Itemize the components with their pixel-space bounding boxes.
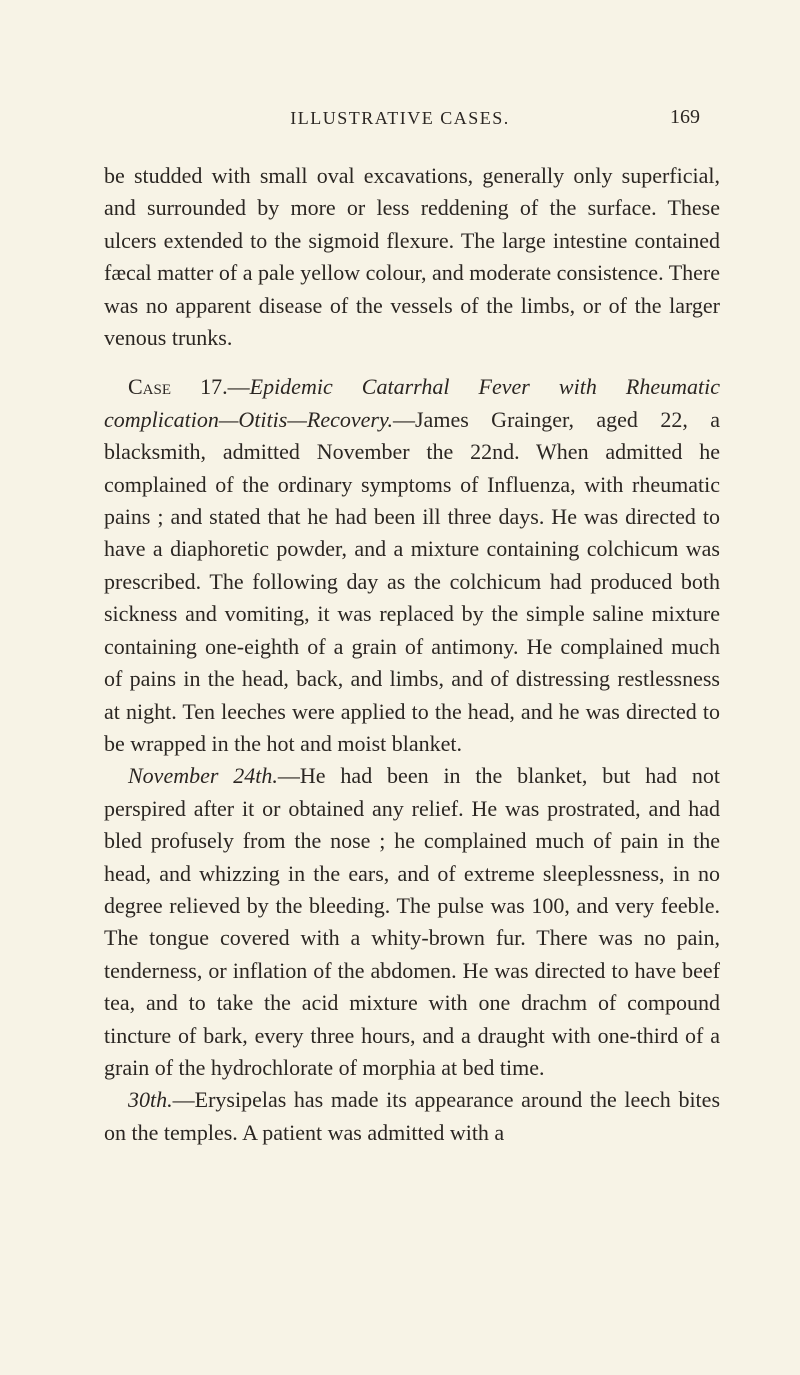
entry-date: November 24th. bbox=[128, 763, 278, 789]
running-head bbox=[0, 104, 800, 134]
case-label: Case 17. bbox=[128, 374, 228, 400]
running-title: ILLUSTRATIVE CASES. bbox=[290, 108, 510, 128]
entry-date: 30th. bbox=[128, 1087, 173, 1113]
entry-text: —He had been in the blanket, but had not perspired after it or obtained any relief. He was prostrated, and had bled profusely from the nose ; he complained much of pain in the head, and whizzing in the ears, and of extreme sleeplessness, in no degree relieved by the bleeding. The pulse was 100, and very feeble. The tongue covered with a whity-brown fur. There was no pain, tenderness, or inflation of the abdomen. He was directed to have beef tea, and to take the acid mixture with one drachm of compound tincture of bark, every three hours, and a draught with one-third of a grain of the hydrochlorate of morphia at bed time. bbox=[104, 763, 721, 1080]
entry-text: —Erysipelas has made its appearance around the leech bites on the temples. A patient was admitted with a bbox=[104, 1087, 720, 1145]
entry-paragraph bbox=[104, 760, 720, 1084]
case-dash: — bbox=[227, 374, 250, 400]
page-number: 169 bbox=[670, 106, 700, 128]
body-text bbox=[104, 160, 720, 1149]
case-title: Epidemic Catarrhal Fever with Rheumatic complication—Otitis—Recovery. bbox=[104, 374, 721, 432]
entry-paragraph bbox=[104, 1084, 720, 1149]
paragraph-continuation: be studded with small oval excavations, generally only superficial, and surrounded by more or less reddening of the surface. These ulcers extended to the sigmoid flexure. The large intestine contained fæcal matter of a pale yellow colour, and moderate consistence. There was no apparent disease of the vessels of the limbs, or of the larger venous trunks. bbox=[104, 163, 720, 351]
case-paragraph bbox=[104, 371, 720, 760]
case-intro: —James Grainger, aged 22, a blacksmith, admitted November the 22nd. When admitted he complained of the ordinary symptoms of Influenza, with rheumatic pains ; and stated that he had been ill three days. He was directed to have a diaphoretic powder, and a mixture containing colchicum was prescribed. The following day as the colchicum had produced both sickness and vomiting, it was replaced by the simple saline mixture containing one-eighth of a grain of antimony. He complained much of pains in the head, back, and limbs, and of distressing restlessness at night. Ten leeches were applied to the head, and he was directed to be wrapped in the hot and moist blanket. bbox=[104, 406, 720, 756]
